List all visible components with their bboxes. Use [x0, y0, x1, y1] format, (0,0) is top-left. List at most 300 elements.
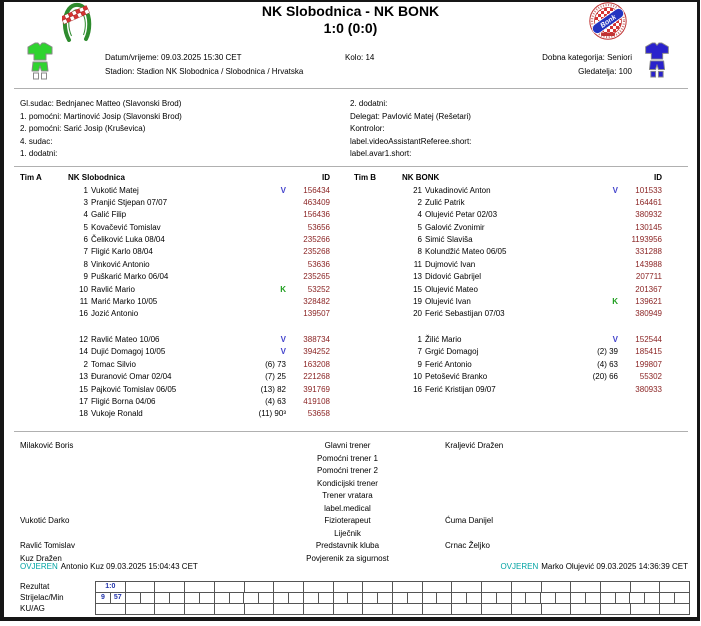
result-row-label: Rezultat: [20, 582, 50, 591]
scorer-cell: [170, 593, 185, 604]
scorer-cell: [660, 593, 675, 604]
player-row: [348, 371, 662, 383]
player-number: 6: [417, 235, 422, 245]
result-table-labels: [20, 581, 64, 614]
team-a-block: [14, 172, 330, 321]
scorer-cell: [126, 593, 141, 604]
official-line: label.avar1.short:: [350, 149, 412, 159]
player-mark: [230, 271, 286, 283]
player-row: [14, 346, 330, 358]
scorer-cell: [497, 593, 512, 604]
staff-role: Trener vratara: [322, 491, 373, 500]
player-id: 463409: [303, 197, 330, 207]
kuag-cell: [660, 604, 690, 615]
player-name: Kovačević Tomislav: [91, 222, 161, 232]
player-name: Fligić Borna 04/06: [91, 396, 156, 406]
scorer-cell: [378, 593, 393, 604]
player-mark: [230, 234, 286, 246]
player-name: Ferić Kristijan 09/07: [425, 384, 496, 394]
player-row: [14, 209, 330, 221]
certified-by: Marko Olujević 09.03.2025 14:36:39 CET: [541, 562, 688, 571]
player-id: 394252: [303, 347, 330, 357]
result-cell: [274, 582, 304, 593]
home-club-crest-icon: [62, 1, 92, 42]
match-info-left: [105, 51, 303, 78]
result-cell: [482, 582, 512, 593]
player-number: 14: [79, 347, 88, 357]
player-mark: V: [280, 347, 286, 357]
team-b-name: NK BONK: [402, 173, 440, 182]
home-kit-icon: [27, 42, 53, 80]
player-mark: V: [280, 335, 286, 344]
player-id: 235265: [303, 272, 330, 282]
staff-home-name: Milaković Boris: [20, 441, 74, 450]
result-row: [96, 582, 690, 593]
kuag-cell: [631, 604, 661, 615]
player-number: 7: [83, 247, 88, 257]
player-name: Galić Filip: [91, 210, 127, 220]
player-name: Pranjić Stjepan 07/07: [91, 197, 168, 207]
result-table: [95, 581, 690, 615]
official-line: Gl.sudac: Bednjanec Matteo (Slavonski Brod): [20, 99, 182, 108]
player-id: 380933: [635, 384, 662, 394]
player-number: 1: [83, 185, 88, 195]
player-mark: (4) 63: [265, 396, 286, 406]
player-mark: [562, 259, 618, 271]
scorer-cell: [556, 593, 571, 604]
player-id: 156434: [303, 185, 330, 195]
player-id: 139621: [635, 297, 662, 307]
player-mark: (6) 73: [265, 359, 286, 369]
result-cell: [660, 582, 690, 593]
staff-away-name: [445, 465, 701, 478]
player-row: [348, 234, 662, 246]
player-row: [348, 246, 662, 258]
player-row: [14, 259, 330, 271]
player-number: 5: [83, 222, 88, 232]
player-id: 152544: [635, 335, 662, 344]
result-cell: [512, 582, 542, 593]
player-name: Kolundžić Mateo 06/05: [425, 247, 507, 257]
team-b-header: [348, 172, 662, 185]
player-number: 8: [417, 247, 422, 257]
player-name: Vukoje Ronald: [91, 409, 143, 419]
player-row: [348, 334, 662, 346]
player-number: 13: [79, 372, 88, 382]
scorer-cell: [244, 593, 259, 604]
player-id: 328482: [303, 297, 330, 307]
scorer-cell: [319, 593, 334, 604]
player-mark: [562, 222, 618, 234]
staff-row: [0, 478, 701, 491]
player-row: [14, 234, 330, 246]
result-cell: [363, 582, 393, 593]
kuag-cell: [512, 604, 542, 615]
id-column-header: ID: [654, 173, 662, 182]
team-a-label: Tim A: [20, 173, 42, 182]
player-row: [348, 185, 662, 197]
player-row: [14, 359, 330, 371]
officials-left: [20, 98, 182, 161]
kuag-cell: [363, 604, 393, 615]
player-mark: (11) 90³: [258, 409, 286, 419]
player-id: 235266: [303, 235, 330, 245]
match-score: 1:0 (0:0): [323, 20, 378, 36]
result-cell: [601, 582, 631, 593]
certified-badge: OVJEREN: [20, 562, 58, 571]
player-row: [14, 185, 330, 197]
player-row: [348, 308, 662, 320]
team-a-starters: [14, 185, 330, 321]
player-row: [348, 346, 662, 358]
player-mark: V: [612, 335, 618, 344]
staff-row: [0, 540, 701, 553]
kuag-cell: [601, 604, 631, 615]
away-club-crest-icon: [589, 2, 627, 40]
scorer-cell: [393, 593, 408, 604]
scorer-row: [96, 593, 690, 604]
player-row: [348, 197, 662, 209]
player-mark: V: [280, 185, 286, 195]
player-name: Fligić Karlo 08/04: [91, 247, 153, 257]
player-name: Ravlić Mario: [91, 284, 136, 294]
player-id: 1193956: [631, 235, 662, 245]
player-name: Dujmović Ivan: [425, 259, 476, 269]
scorer-cell: [467, 593, 482, 604]
player-mark: [230, 246, 286, 258]
scorer-cell: [408, 593, 423, 604]
player-row: [14, 222, 330, 234]
scorer-cell: [616, 593, 631, 604]
scorer-cell: [512, 593, 527, 604]
player-number: 10: [413, 372, 422, 382]
player-name: Pajković Tomislav 06/05: [91, 384, 177, 394]
officials-right: [350, 98, 471, 161]
scorer-cell: [586, 593, 601, 604]
scorer-cell: [541, 593, 556, 604]
player-row: [14, 308, 330, 320]
staff-role: Pomoćni trener 2: [317, 466, 378, 475]
player-row: [14, 396, 330, 408]
scorer-cell: [230, 593, 245, 604]
staff-home-name: Ravlić Tomislav: [20, 541, 75, 550]
scorer-cell: [363, 593, 378, 604]
player-name: Zulić Patrik: [425, 197, 465, 207]
staff-row: [0, 503, 701, 516]
age-category: Dobna kategorija: Seniori: [542, 53, 632, 62]
scorer-cell: [423, 593, 438, 604]
official-line: 1. dodatni:: [20, 149, 58, 159]
player-id: 55302: [639, 372, 662, 382]
scorer-cell: 9: [96, 593, 111, 604]
player-id: 53636: [307, 259, 330, 269]
scorer-cell: [645, 593, 660, 604]
staff-home-name: [0, 503, 250, 516]
player-number: 16: [79, 309, 88, 319]
match-info-right: [542, 51, 632, 78]
certified-by: Antonio Kuz 09.03.2025 15:04:43 CET: [60, 562, 198, 571]
player-mark: [562, 197, 618, 209]
player-id: 380949: [635, 309, 662, 319]
result-cell: [155, 582, 185, 593]
scorer-cell: [571, 593, 586, 604]
player-id: 221268: [303, 372, 330, 382]
player-mark: [230, 222, 286, 234]
scorer-cell: [334, 593, 349, 604]
player-row: [14, 384, 330, 396]
player-row: [348, 259, 662, 271]
staff-row: [0, 490, 701, 503]
staff-row: [0, 465, 701, 478]
team-a-name: NK Slobodnica: [68, 173, 125, 182]
divider: [14, 88, 688, 89]
away-kit-icon: [644, 42, 670, 78]
player-id: 201367: [635, 284, 662, 294]
result-cell: [304, 582, 334, 593]
player-id: 419108: [303, 396, 330, 406]
scorer-cell: [185, 593, 200, 604]
result-cell: [334, 582, 364, 593]
player-id: 53658: [307, 409, 330, 419]
result-cell: [126, 582, 156, 593]
player-row: [348, 284, 662, 296]
official-line: Kontrolor:: [350, 124, 385, 134]
player-number: 19: [413, 297, 422, 307]
player-id: 130145: [635, 222, 662, 232]
official-line: 2. pomoćni: Sarić Josip (Kruševica): [20, 124, 146, 134]
player-id: 235268: [303, 247, 330, 257]
player-name: Grgić Domagoj: [425, 347, 479, 357]
staff-role: Kondicijski trener: [317, 478, 378, 488]
player-number: 12: [79, 335, 88, 344]
player-number: 15: [79, 384, 88, 394]
kuag-cell: [126, 604, 156, 615]
player-number: 3: [83, 197, 88, 207]
player-number: 2: [83, 359, 88, 369]
player-mark: (7) 25: [265, 372, 286, 382]
player-row: [14, 271, 330, 283]
match-title: NK Slobodnica - NK BONK: [261, 3, 440, 19]
result-cell: [542, 582, 572, 593]
team-b-block: [348, 172, 662, 321]
staff-role: Povjerenik za sigurnost: [306, 553, 389, 563]
player-number: 20: [413, 309, 422, 319]
player-mark: [562, 271, 618, 283]
player-name: Puškarić Marko 06/04: [91, 272, 169, 282]
attendance: Gledatelja: 100: [578, 66, 632, 76]
player-id: 101533: [635, 185, 662, 195]
scorer-cell: [304, 593, 319, 604]
player-mark: (20) 66: [592, 372, 618, 382]
team-b-subs: [348, 334, 662, 396]
official-line: 2. dodatni:: [350, 99, 388, 108]
player-row: [14, 197, 330, 209]
player-number: 10: [79, 284, 88, 294]
player-name: Đuranović Omar 02/04: [91, 372, 172, 382]
kuag-cell: [452, 604, 482, 615]
result-cell: [631, 582, 661, 593]
staff-home-name: Vukotić Darko: [20, 516, 70, 525]
player-mark: (4) 63: [597, 359, 618, 369]
player-name: Čeliković Luka 08/04: [91, 235, 165, 245]
team-b-starters: [348, 185, 662, 321]
staff-home-name: [0, 465, 250, 478]
scorer-cell: [348, 593, 363, 604]
scorer-cell: [526, 593, 541, 604]
divider: [14, 431, 688, 432]
scorer-cell: [675, 593, 690, 604]
divider: [14, 166, 688, 167]
staff-section: [0, 440, 701, 565]
player-name: Vukadinović Anton: [425, 185, 491, 195]
player-name: Olujević Mateo: [425, 284, 478, 294]
scorer-cell: [437, 593, 452, 604]
official-line: label.videoAssistantReferee.short:: [350, 136, 472, 146]
player-name: Galović Zvonimir: [425, 222, 485, 232]
kuag-cell: [334, 604, 364, 615]
player-id: 199807: [635, 359, 662, 369]
player-row: [348, 222, 662, 234]
scorer-row-label: Strijelac/Min: [20, 593, 64, 602]
player-name: Olujević Petar 02/03: [425, 210, 498, 220]
scorer-cell: [259, 593, 274, 604]
player-id: 143988: [635, 259, 662, 269]
player-row: [348, 384, 662, 396]
staff-row: [0, 528, 701, 541]
player-row: [14, 284, 330, 296]
player-id: 388734: [303, 335, 330, 344]
staff-home-name: [0, 528, 250, 541]
scorer-cell: [141, 593, 156, 604]
player-number: 9: [417, 359, 422, 369]
player-mark: [230, 209, 286, 221]
result-cell: [215, 582, 245, 593]
player-row: [348, 296, 662, 308]
player-number: 4: [417, 210, 422, 220]
staff-role: Predstavnik kluba: [315, 541, 380, 550]
player-number: 13: [413, 272, 422, 282]
player-number: 15: [413, 284, 422, 294]
player-mark: [562, 384, 618, 396]
player-id: 331288: [635, 247, 662, 257]
player-id: 156436: [303, 210, 330, 220]
certification-away: [500, 561, 688, 572]
result-cell: [393, 582, 423, 593]
player-name: Žilić Mario: [425, 335, 462, 344]
player-mark: [562, 246, 618, 258]
scorer-cell: [155, 593, 170, 604]
player-number: 2: [417, 197, 422, 207]
player-id: 185415: [635, 347, 662, 357]
player-row: [14, 408, 330, 420]
result-cell: 1:0: [96, 582, 126, 593]
kuag-cell: [482, 604, 512, 615]
staff-away-name: Ćuma Danijel: [445, 516, 494, 525]
scorer-cell: 57: [111, 593, 126, 604]
kuag-cell: [423, 604, 453, 615]
player-mark: (13) 82: [260, 384, 286, 394]
player-number: 18: [79, 409, 88, 419]
staff-row: [0, 453, 701, 466]
staff-home-name: [0, 478, 250, 491]
result-cell: [452, 582, 482, 593]
player-name: Simić Slaviša: [425, 235, 473, 245]
id-column-header: ID: [322, 173, 330, 182]
match-datetime: Datum/vrijeme: 09.03.2025 15:30 CET: [105, 53, 242, 62]
player-mark: [230, 296, 286, 308]
player-mark: [230, 259, 286, 271]
player-row: [14, 246, 330, 258]
staff-away-name: [445, 503, 701, 516]
player-mark: [562, 209, 618, 221]
kuag-cell: [185, 604, 215, 615]
official-line: Delegat: Pavlović Matej (Rešetari): [350, 111, 471, 121]
player-number: 16: [413, 384, 422, 394]
result-cell: [571, 582, 601, 593]
player-number: 11: [79, 297, 88, 307]
scorer-cell: [274, 593, 289, 604]
player-id: 139507: [303, 309, 330, 319]
kuag-row-label: KU/AG: [20, 604, 45, 613]
player-name: Ferić Antonio: [425, 359, 472, 369]
official-line: 1. pomoćni: Martinović Josip (Slavonski Brod): [20, 111, 182, 121]
scorer-cell: [630, 593, 645, 604]
player-number: 6: [83, 235, 88, 245]
staff-home-name: [0, 490, 250, 503]
result-cell: [423, 582, 453, 593]
player-number: 11: [413, 259, 422, 269]
player-name: Vukotić Matej: [91, 185, 139, 195]
player-row: [348, 359, 662, 371]
player-row: [14, 371, 330, 383]
scorer-cell: [215, 593, 230, 604]
scorer-cell: [601, 593, 616, 604]
match-round: Kolo: 14: [345, 53, 375, 62]
certification-home: [20, 561, 198, 572]
staff-home-name: [0, 453, 250, 466]
player-number: 17: [79, 396, 88, 406]
player-id: 53252: [307, 284, 330, 294]
player-mark: [230, 308, 286, 320]
player-row: [348, 209, 662, 221]
player-mark: [562, 234, 618, 246]
certified-badge: OVJEREN: [500, 562, 539, 571]
official-line: 4. sudac:: [20, 136, 53, 146]
player-mark: [562, 284, 618, 296]
staff-home-name: Kuz Dražen: [20, 553, 62, 563]
kuag-cell: [215, 604, 245, 615]
result-cell: [245, 582, 275, 593]
player-name: Dujić Domagoj 10/05: [91, 347, 166, 357]
player-mark: K: [612, 297, 618, 307]
player-number: 1: [417, 335, 422, 344]
staff-away-name: Crnac Željko: [445, 541, 490, 550]
staff-away-name: [445, 453, 701, 466]
away-logo-text: Bonk: [599, 13, 618, 30]
team-a-header: [14, 172, 330, 185]
staff-role: label.medical: [324, 503, 371, 513]
player-name: Ferić Sebastijan 07/03: [425, 309, 505, 319]
kuag-cell: [542, 604, 572, 615]
staff-role: Liječnik: [334, 528, 361, 538]
player-number: 21: [413, 185, 422, 195]
staff-away-name: [445, 528, 701, 541]
player-mark: [562, 308, 618, 320]
kuag-cell: [155, 604, 185, 615]
player-number: 5: [417, 222, 422, 232]
player-row: [14, 334, 330, 346]
player-id: 53656: [307, 222, 330, 232]
